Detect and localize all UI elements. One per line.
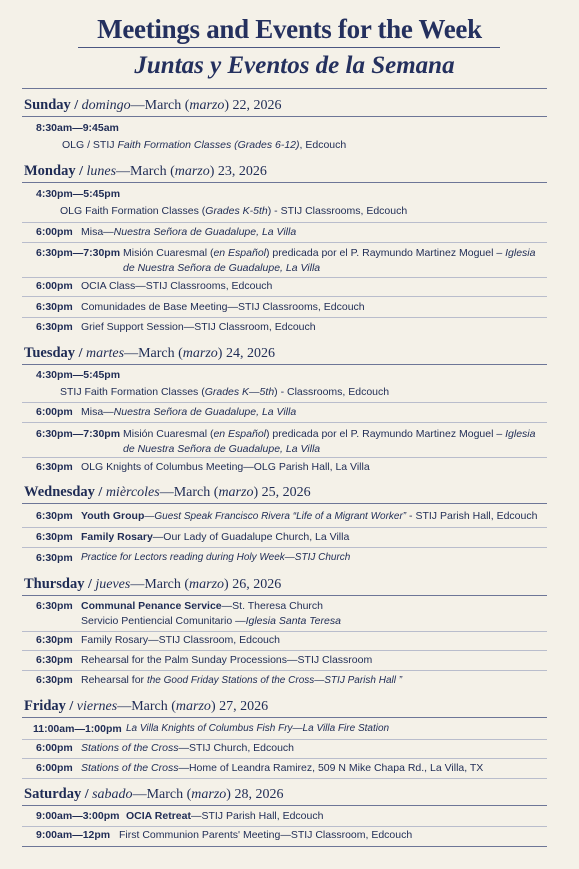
row-divider	[22, 778, 547, 779]
row-divider	[22, 631, 547, 632]
day-divider	[22, 364, 547, 365]
day-divider	[22, 805, 547, 806]
event-row: 6:30pm—7:30pm Misión Cuaresmal (en Español) predicada por el P. Raymundo Martinez Moguel – Iglesia	[36, 428, 536, 440]
day-heading-wednesday: Wednesday / mièrcoles—March (marzo) 25, 2026	[24, 484, 311, 500]
row-divider	[22, 739, 547, 740]
event-row: 6:30pm Family Rosary—Our Lady of Guadalupe Church, La Villa	[36, 531, 350, 543]
event-row: 6:30pm OLG Knights of Columbus Meeting—OLG Parish Hall, La Villa	[36, 461, 370, 473]
day-divider	[22, 717, 547, 718]
row-divider	[22, 277, 547, 278]
event-row: 6:30pm Youth Group—Guest Speak Francisco Rivera “Life of a Migrant Worker” - STIJ Parish Hall, Edcouch	[36, 510, 538, 522]
row-divider	[22, 527, 547, 528]
event-row: 6:30pm Rehearsal for the Good Friday Stations of the Cross—STIJ Parish Hall ”	[36, 674, 403, 686]
day-heading-saturday: Saturday / sabado—March (marzo) 28, 2026	[24, 786, 284, 802]
event-time: 4:30pm—5:45pm	[36, 369, 121, 381]
day-heading-tuesday: Tuesday / martes—March (marzo) 24, 2026	[24, 345, 275, 361]
page-title-english: Meetings and Events for the Week	[97, 14, 482, 44]
event-description: OLG Faith Formation Classes (Grades K-5th) - STIJ Classrooms, Edcouch	[60, 205, 408, 217]
title-divider	[78, 47, 500, 48]
event-row: 6:00pm Misa—Nuestra Señora de Guadalupe, La Villa	[36, 406, 297, 418]
event-row: 9:00am—12pm First Communion Parents' Meeting—STIJ Classroom, Edcouch	[36, 829, 413, 841]
row-divider	[22, 422, 547, 423]
footer-divider	[22, 846, 547, 847]
day-heading-thursday: Thursday / jueves—March (marzo) 26, 2026	[24, 576, 282, 592]
day-heading-sunday: Sunday / domingo—March (marzo) 22, 2026	[24, 97, 282, 113]
event-row: 6:30pm Comunidades de Base Meeting—STIJ Classrooms, Edcouch	[36, 301, 365, 313]
row-divider	[22, 457, 547, 458]
row-divider	[22, 222, 547, 223]
row-divider	[22, 547, 547, 548]
event-row: 6:00pm Misa—Nuestra Señora de Guadalupe, La Villa	[36, 226, 297, 238]
event-row: 6:30pm—7:30pm Misión Cuaresmal (en Español) predicada por el P. Raymundo Martinez Moguel – Iglesia	[36, 247, 536, 259]
row-divider	[22, 826, 547, 827]
event-description-continued: de Nuestra Señora de Guadalupe, La Villa	[123, 262, 321, 274]
event-row: 6:30pm Practice for Lectors reading during Holy Week—STIJ Church	[36, 552, 351, 564]
page-title-spanish: Juntas y Eventos de la Semana	[134, 52, 455, 79]
event-row: 6:00pm Stations of the Cross—STIJ Church, Edcouch	[36, 742, 295, 754]
row-divider	[22, 758, 547, 759]
event-description: STIJ Faith Formation Classes (Grades K—5th) - Classrooms, Edcouch	[60, 386, 390, 398]
event-row: 6:00pm Stations of the Cross—Home of Leandra Ramirez, 509 N Mike Chapa Rd., La Villa, TX	[36, 762, 484, 774]
event-row: 6:30pm Grief Support Session—STIJ Classroom, Edcouch	[36, 321, 316, 333]
day-divider	[22, 595, 547, 596]
event-row: 6:00pm OCIA Class—STIJ Classrooms, Edcouch	[36, 280, 273, 292]
day-heading-monday: Monday / lunes—March (marzo) 23, 2026	[24, 163, 267, 179]
row-divider	[22, 650, 547, 651]
row-divider	[22, 317, 547, 318]
event-row: 11:00am—1:00pm La Villa Knights of Columbus Fish Fry—La Villa Fire Station	[33, 723, 390, 735]
header-divider	[22, 88, 547, 89]
event-row: 9:00am—3:00pm OCIA Retreat—STIJ Parish Hall, Edcouch	[36, 810, 324, 822]
event-description-continued: de Nuestra Señora de Guadalupe, La Villa	[123, 443, 321, 455]
day-divider	[22, 116, 547, 117]
event-row: 6:30pm Rehearsal for the Palm Sunday Processions—STIJ Classroom	[36, 654, 373, 666]
row-divider	[22, 242, 547, 243]
row-divider	[22, 296, 547, 297]
event-description: OLG / STIJ Faith Formation Classes (Grades 6-12), Edcouch	[62, 139, 347, 151]
event-description-continued: Servicio Pentiencial Comunitario —Iglesia Santa Teresa	[81, 615, 341, 627]
row-divider	[22, 670, 547, 671]
event-time: 8:30am—9:45am	[36, 122, 119, 134]
day-heading-friday: Friday / viernes—March (marzo) 27, 2026	[24, 698, 269, 714]
row-divider	[22, 402, 547, 403]
event-row: 6:30pm Communal Penance Service—St. Theresa Church	[36, 600, 324, 612]
event-row: 6:30pm Family Rosary—STIJ Classroom, Edcouch	[36, 634, 280, 646]
day-divider	[22, 503, 547, 504]
day-divider	[22, 182, 547, 183]
event-time: 4:30pm—5:45pm	[36, 188, 121, 200]
